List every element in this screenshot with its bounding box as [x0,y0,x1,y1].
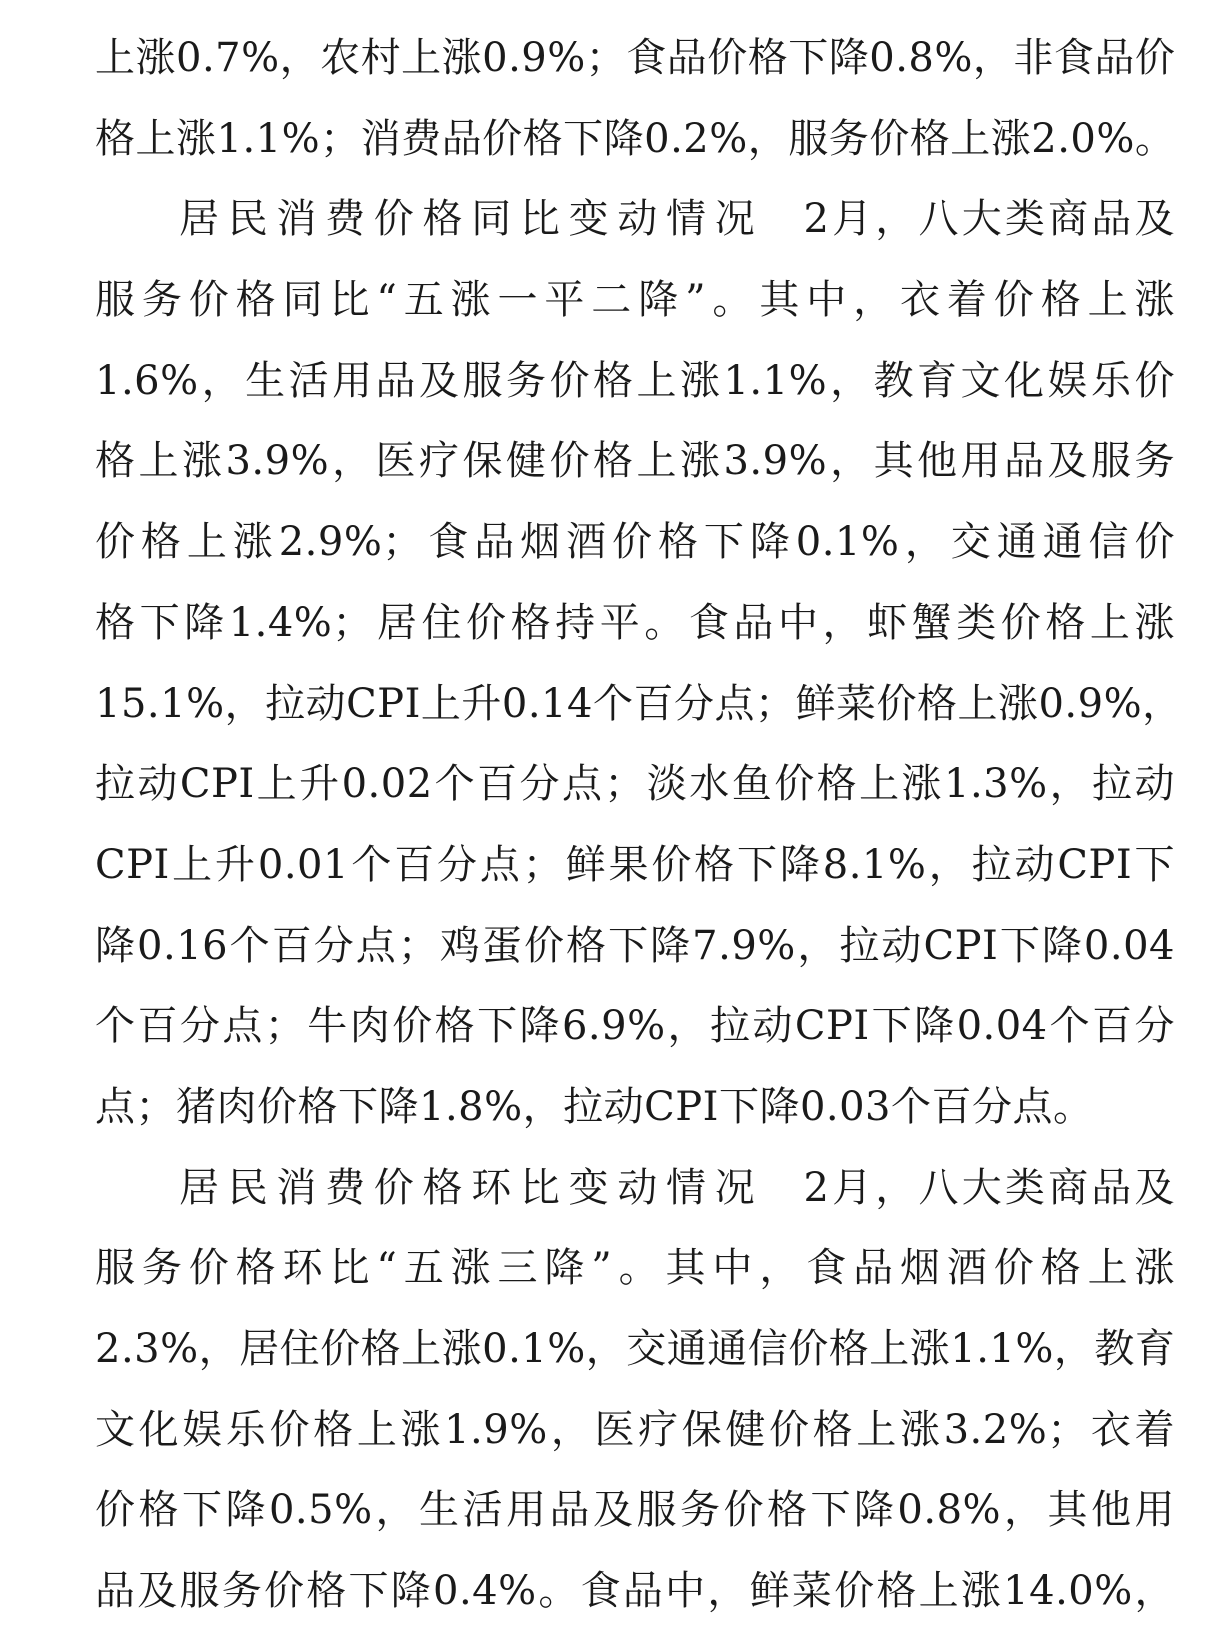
text-line: 格上涨1.1%；消费品价格下降0.2%，服务价格上涨2.0%。 [95,115,1176,162]
section-heading: 居民消费价格环比变动情况 [179,1164,764,1211]
text-line [95,179,1175,260]
text-line: 价格上涨2.9%；食品烟酒价格下降0.1%，交通通信价 [95,519,1175,566]
text-line [95,1148,1175,1229]
paragraph-year-on-year [95,179,1183,1147]
paragraph-month-on-month [95,1148,1175,1632]
text-fragment: 2月，八大类商品及 [803,1164,1176,1211]
text-line: 品及服务价格下降0.4%。食品中，鲜菜价格上涨14.0%， [95,1568,1175,1615]
text-line: 上涨0.7%，农村上涨0.9%；食品价格下降0.8%，非食品价 [95,35,1176,81]
text-line: 个百分点；牛肉价格下降6.9%，拉动CPI下降0.04个百分 [95,1003,1175,1050]
document-page [95,18,1183,1632]
text-line: 服务价格同比“五涨一平二降”。其中，衣着价格上涨 [95,277,1175,324]
text-line: 15.1%，拉动CPI上升0.14个百分点；鲜菜价格上涨0.9%， [95,680,1183,727]
text-line: 拉动CPI上升0.02个百分点；淡水鱼价格上涨1.3%，拉动 [95,761,1175,808]
text-line: 格下降1.4%；居住价格持平。食品中，虾蟹类价格上涨 [95,599,1175,646]
text-line: CPI上升0.01个百分点；鲜果价格下降8.1%，拉动CPI下 [95,841,1175,888]
text-line: 1.6%，生活用品及服务价格上涨1.1%，教育文化娱乐价 [95,357,1175,404]
text-line: 价格下降0.5%，生活用品及服务价格下降0.8%，其他用 [95,1487,1175,1534]
text-line: 格上涨3.9%，医疗保健价格上涨3.9%，其他用品及服务 [95,438,1175,485]
text-fragment: 2月，八大类商品及 [803,196,1176,243]
text-line: 降0.16个百分点；鸡蛋价格下降7.9%，拉动CPI下降0.04 [95,922,1175,969]
paragraph-summary [95,18,1175,179]
section-heading: 居民消费价格同比变动情况 [179,196,764,243]
text-line: 2.3%，居住价格上涨0.1%，交通通信价格上涨1.1%，教育 [95,1326,1176,1372]
text-line: 点；猪肉价格下降1.8%，拉动CPI下降0.03个百分点。 [95,1083,1094,1130]
text-line: 文化娱乐价格上涨1.9%，医疗保健价格上涨3.2%；衣着 [95,1406,1175,1453]
text-line: 服务价格环比“五涨三降”。其中，食品烟酒价格上涨 [95,1245,1175,1292]
